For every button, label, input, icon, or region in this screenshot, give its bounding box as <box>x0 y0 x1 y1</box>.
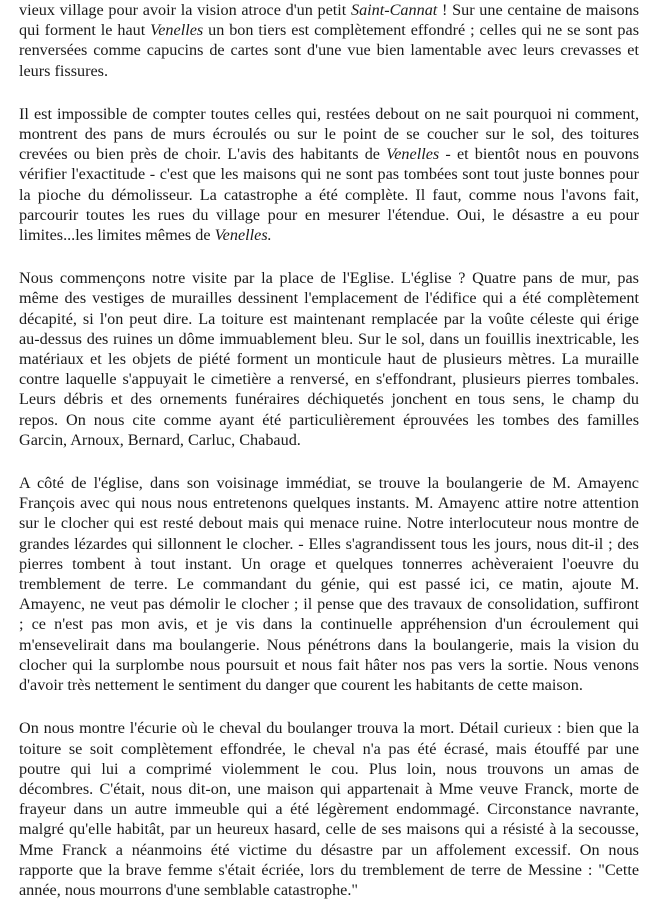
text-run: même des vestiges de murailles dessinent l'emplacement de l'édifice qui a été complètement <box>19 289 639 308</box>
text-run: Mme Franck a néanmoins été victime du désastre par un affolement excessif. On nous <box>19 840 639 859</box>
text-line <box>19 430 639 450</box>
text-line <box>19 309 639 329</box>
text-line <box>19 534 639 554</box>
paragraph <box>19 473 639 695</box>
text-run: A côté de l'église, dans son voisinage immédiat, se trouve la boulangerie de M. Amayenc <box>19 474 639 493</box>
text-line <box>19 840 639 860</box>
text-line <box>19 185 639 205</box>
text-line <box>19 369 639 389</box>
italic-place-name: Saint-Cannat <box>350 1 438 19</box>
text-run: grandes lézardes qui sillonnent le clocher. - Elles s'agrandissent tous les jours, nous dit-il ; des <box>19 534 639 553</box>
text-line <box>19 739 639 759</box>
paragraph <box>19 104 639 245</box>
text-line <box>19 225 639 245</box>
text-run: qui forment le haut <box>19 21 151 40</box>
text-run: Garcin, Arnoux, Bernard, Carluc, Chabaud. <box>19 430 301 449</box>
text-line <box>19 718 639 738</box>
text-run: renversées comme capucins de cartes sont d'une vue bien lamentable avec leurs crevasses et <box>19 41 639 60</box>
text-line <box>19 20 639 40</box>
text-line <box>19 410 639 430</box>
text-run: la pioche du démolisseur. La catastrophe a été complète. Il faut, comme nous l'avons fait, <box>19 185 639 204</box>
text-run: Amayenc, ne veut pas démolir le clocher ; il pense que des travaux de consolidation, suffiront <box>19 595 639 614</box>
text-line <box>19 493 639 513</box>
text-run: Nous commençons notre visite par la place de l'Eglise. L'église ? Quatre pans de mur, pas <box>19 269 639 288</box>
text-line <box>19 860 639 880</box>
italic-place-name: Venelles <box>386 145 440 164</box>
text-run: tremblement de terre. Le commandant du génie, qui est passé ici, ce matin, ajoute M. <box>19 575 639 594</box>
paragraph <box>19 268 639 450</box>
text-line <box>19 675 639 695</box>
text-run: repos. On nous cite comme ayant été particulièrement éprouvées les tombes des familles <box>19 410 639 429</box>
text-run: décombres. C'était, nous dit-on, une maison qui appartenait à Mme veuve Franck, morte de <box>19 779 639 798</box>
text-line <box>19 268 639 288</box>
text-run: Il est impossible de compter toutes celles qui, restées debout on ne sait pourquoi ni comment, <box>19 104 639 123</box>
text-run: décapité, si l'on peut dire. La toiture est maintenant remplacée par la voûte céleste qui érige <box>19 309 639 328</box>
text-line <box>19 635 639 655</box>
text-run: ! Sur une centaine de maisons <box>437 1 639 19</box>
text-run: pierres tombent à tout instant. Un orage et quelques tonnerres achèveraient l'oeuvre du <box>19 554 639 573</box>
text-line <box>19 329 639 349</box>
text-run: un bon tiers est complètement effondré ; celles qui ne se sont pas <box>203 21 639 40</box>
text-line <box>19 799 639 819</box>
text-line <box>19 288 639 308</box>
text-line <box>19 0 639 20</box>
text-line <box>19 61 639 81</box>
text-run: rapporte que la brave femme s'était écriée, lors du tremblement de terre de Messine : "Cette <box>19 860 639 879</box>
text-run: crevées ou bien près de choir. L'avis des habitants de <box>19 145 387 164</box>
italic-place-name: Venelles <box>150 21 204 40</box>
text-run: ; ce n'est pas mon avis, et je vis dans la continuelle appréhension d'un écroulement qui <box>19 615 639 634</box>
text-line <box>19 655 639 675</box>
text-line <box>19 389 639 409</box>
text-run: Leurs débris et des ornements funéraires déchiquetés jonchent en tous sens, le champ du <box>19 390 639 409</box>
text-line <box>19 759 639 779</box>
text-line <box>19 205 639 225</box>
text-line <box>19 513 639 533</box>
text-line <box>19 349 639 369</box>
text-line <box>19 779 639 799</box>
text-run: malgré qu'elle habitât, par un heureux hasard, celle de ses maisons qui a résisté à la secousse, <box>19 820 639 839</box>
text-run: vieux village pour avoir la vision atroce d'un petit <box>19 1 351 19</box>
text-run: vérifier l'exactitude - c'est que les maisons qui ne sont pas tombées sont tout juste bonnes pour <box>19 165 639 184</box>
text-run: clocher qui la surplombe nous poursuit et nous fait hâter nos pas vers la sortie. Nous venons <box>19 655 639 674</box>
italic-place-name: Venelles. <box>214 226 272 245</box>
text-line <box>19 124 639 144</box>
text-run: On nous montre l'écurie où le cheval du boulanger trouva la mort. Détail curieux : bien que la <box>19 719 639 738</box>
text-line <box>19 554 639 574</box>
text-run: d'avoir très nettement le sentiment du danger que courent les habitants de cette maison. <box>19 676 583 695</box>
text-run: contre laquelle s'appuyait le cimetière a renversé, en s'effondrant, plusieurs pierres tombales. <box>19 370 639 389</box>
text-run: m'ensevelirait dans ma boulangerie. Nous pénétrons dans la boulangerie, mais la vision du <box>19 635 639 654</box>
text-run: frayeur dans un autre immeuble qui a été légèrement endommagé. Circonstance navrante, <box>19 800 639 819</box>
text-run: François avec qui nous nous entretenons quelques instants. M. Amayenc attire notre attention <box>19 494 639 513</box>
text-line <box>19 104 639 124</box>
text-line <box>19 594 639 614</box>
text-line <box>19 880 639 900</box>
text-line <box>19 819 639 839</box>
document-page <box>19 0 639 923</box>
text-run: parcourir toutes les rues du village pour en mesurer l'étendue. Oui, le désastre a eu pour <box>19 205 639 224</box>
text-run: sur le clocher qui est resté debout mais qui menace ruine. Notre interlocuteur nous montre de <box>19 514 639 533</box>
text-run: année, nous mourrons d'une semblable catastrophe." <box>19 880 359 899</box>
text-line <box>19 164 639 184</box>
text-run: au-dessus des ruines un dôme immuablement bleu. Sur le sol, dans un fouillis inextricable, les <box>19 329 639 348</box>
text-run: limites...les limites mêmes de <box>19 226 215 245</box>
text-run: matériaux et les objets de piété forment un monticule haut de plusieurs mètres. La muraille <box>19 350 639 369</box>
text-line <box>19 144 639 164</box>
text-line <box>19 40 639 60</box>
text-line <box>19 473 639 493</box>
text-line <box>19 614 639 634</box>
text-run: montrent des pans de murs écroulés ou sur le point de se coucher sur le sol, des toitures <box>19 125 639 144</box>
text-line <box>19 574 639 594</box>
text-run: toiture se soit complètement effondrée, le cheval n'a pas été écrasé, mais étouffé par une <box>19 739 639 758</box>
text-run: poutre qui lui a comprimé violemment le cou. Plus loin, nous trouvons un amas de <box>19 759 639 778</box>
text-run: leurs fissures. <box>19 61 109 80</box>
text-run: - et bientôt nous en pouvons <box>439 145 639 164</box>
paragraph <box>19 0 639 81</box>
